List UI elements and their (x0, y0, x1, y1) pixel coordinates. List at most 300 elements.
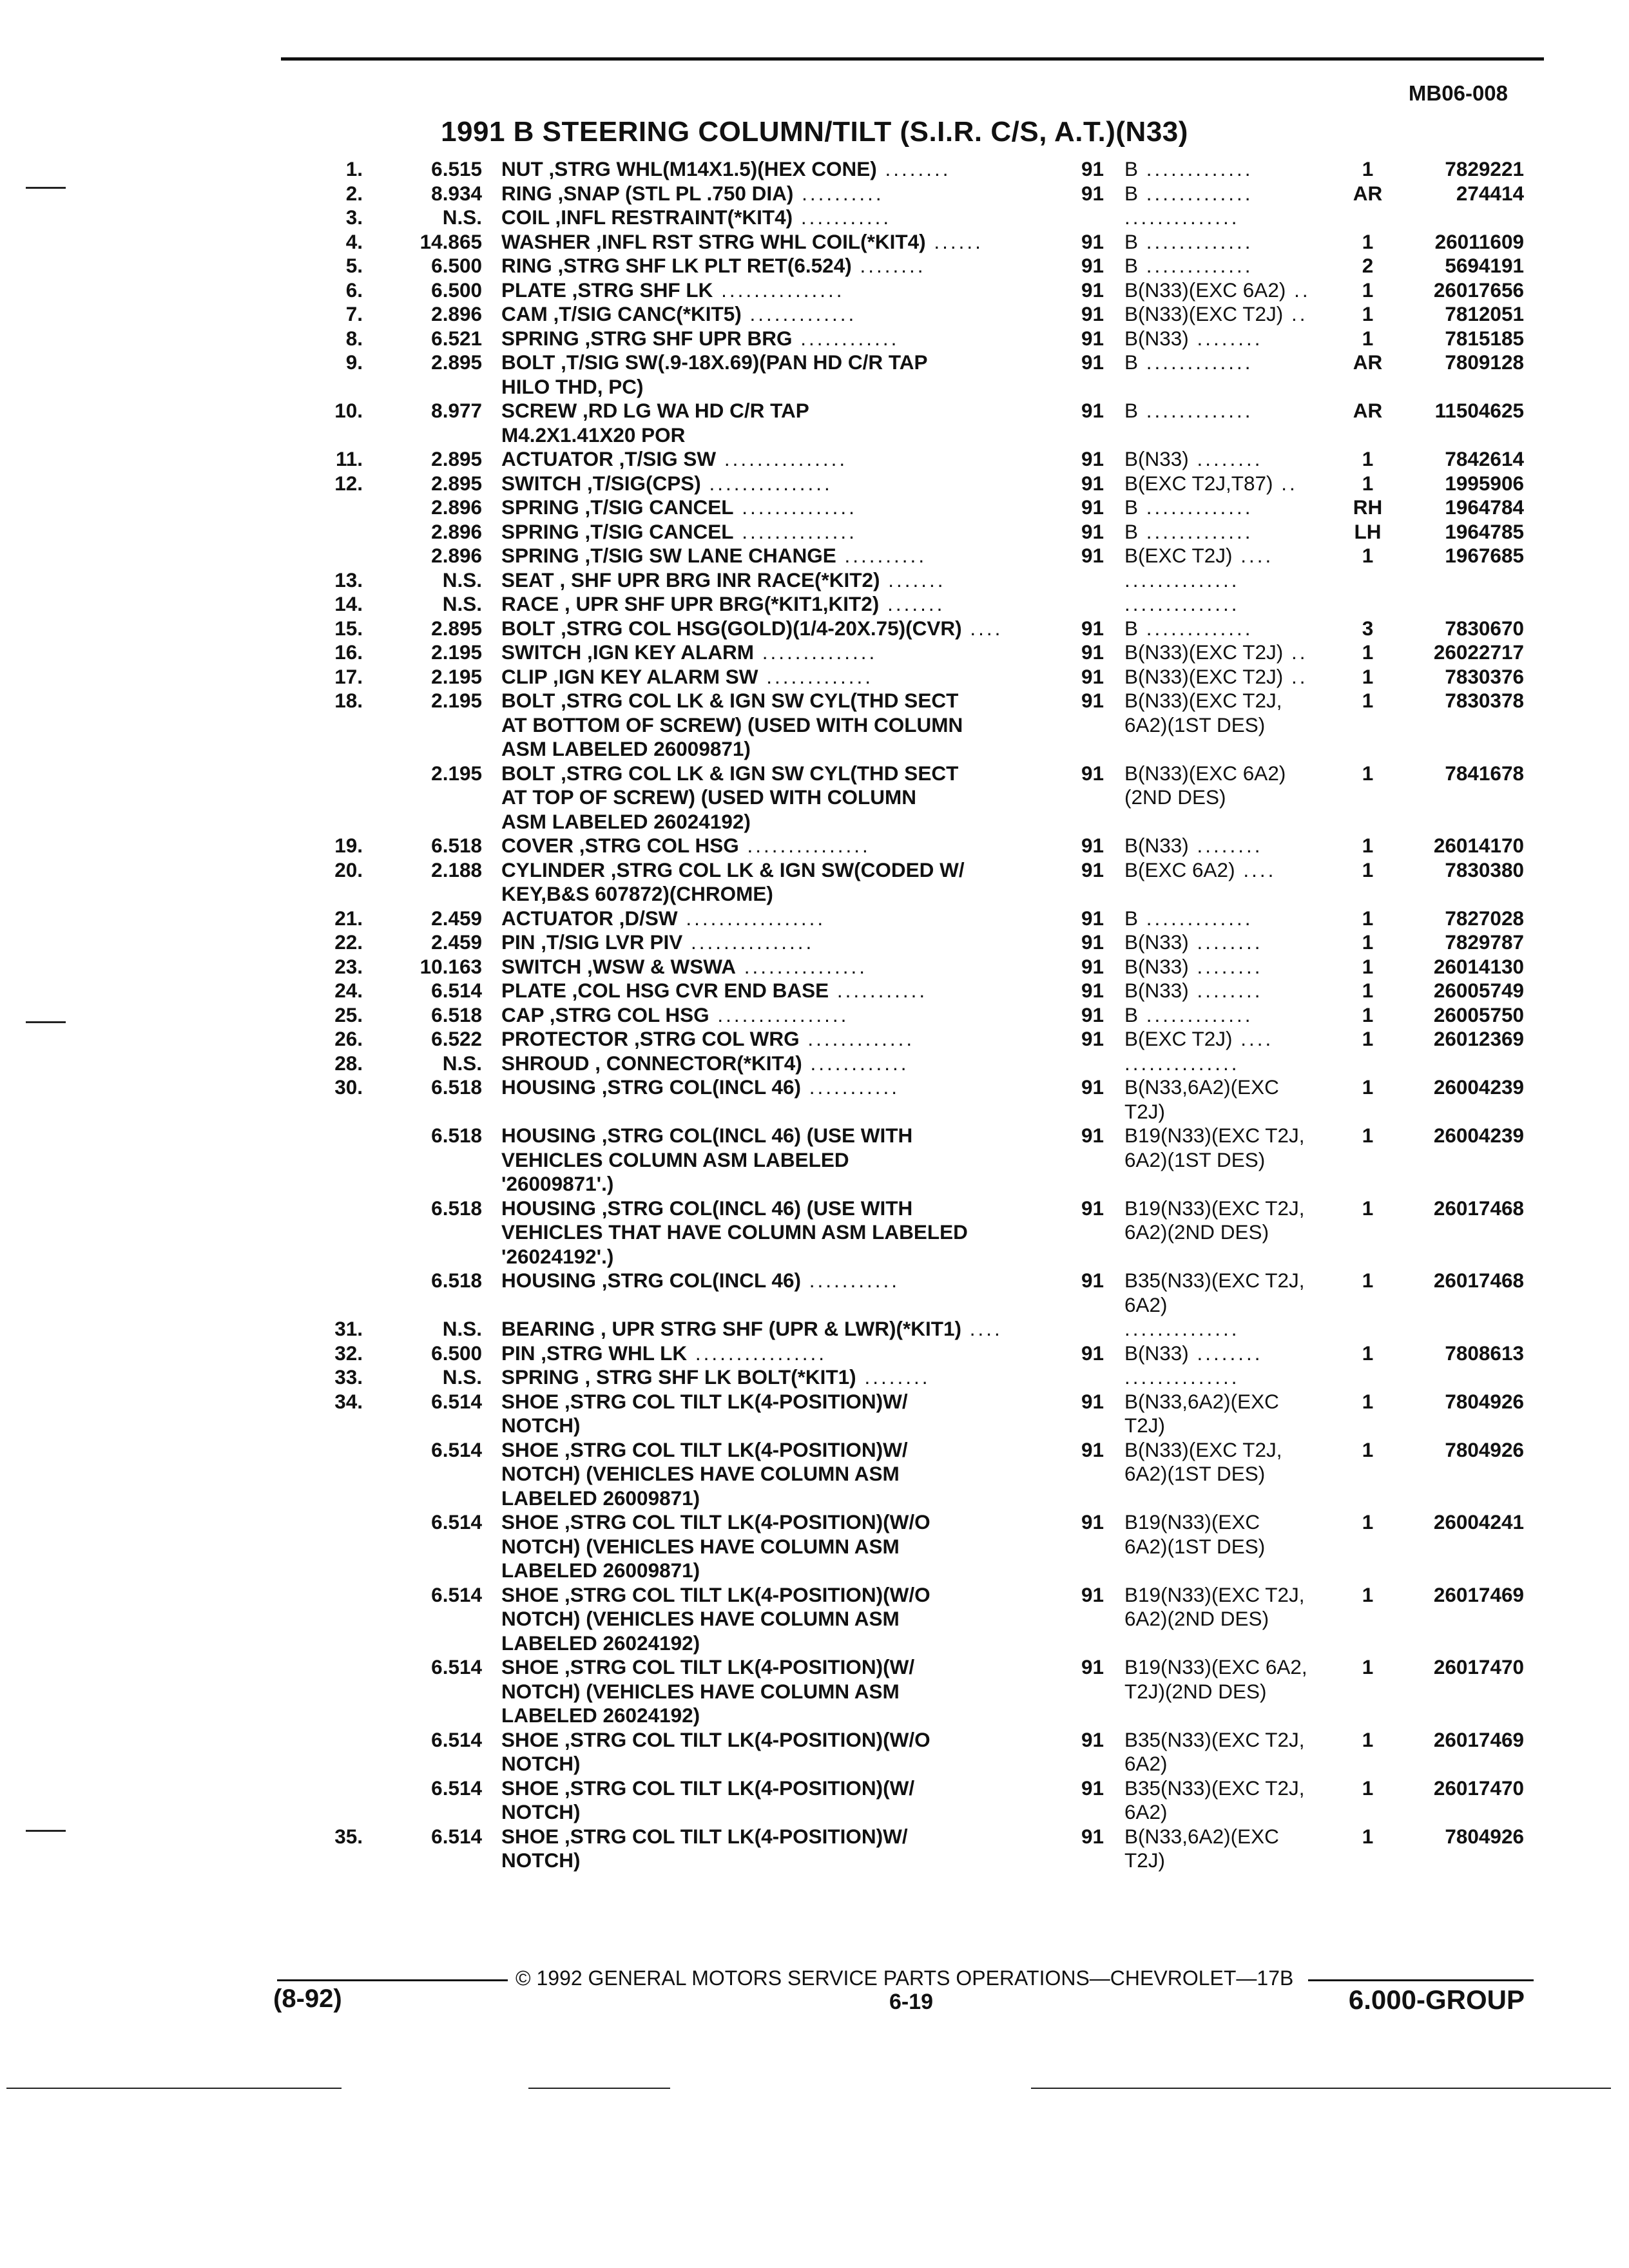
table-row (284, 182, 1547, 206)
group-number: 2.188 (431, 858, 482, 881)
model-usage (1124, 568, 1344, 593)
footer-rule-left (277, 1979, 508, 1981)
part-description-continued: HILO THD, PC) (501, 374, 644, 398)
part-number: 7829221 (1445, 157, 1524, 180)
part-modifier: ,STRG COL TILT LK(4-POSITION)(W/ (559, 1655, 915, 1678)
item-number: 14. (334, 592, 363, 615)
quantity: 1 (1362, 1027, 1374, 1050)
leader-dots: ............... (682, 930, 815, 954)
scan-edge-line (528, 2088, 670, 2089)
part-description-continued: NOTCH) (501, 1800, 581, 1823)
leader-dots: ....... (880, 568, 946, 591)
leader-dots: .. (1273, 471, 1298, 495)
model-usage (1124, 1583, 1344, 1631)
model-usage (1124, 1825, 1344, 1873)
table-row (284, 472, 1547, 496)
leader-dots: ............... (700, 471, 833, 495)
model-year: 91 (1081, 1075, 1104, 1099)
part-noun: SHOE (501, 1582, 559, 1606)
item-number: 6. (345, 278, 363, 302)
part-description (501, 592, 1049, 617)
model-year: 91 (1081, 1003, 1104, 1026)
model-year: 91 (1081, 471, 1104, 495)
part-description (501, 1341, 1049, 1366)
model-year: 91 (1081, 399, 1104, 422)
leader-dots: ........ (876, 157, 951, 180)
leader-dots: ................ (709, 1003, 849, 1026)
part-noun: HOUSING (501, 1269, 597, 1292)
part-description (501, 1825, 1049, 1873)
part-modifier: ,T/SIG SW LANE CHANGE (579, 544, 836, 567)
group-number: 6.514 (431, 1437, 482, 1461)
group-number: 2.895 (431, 447, 482, 470)
margin-mark (26, 1021, 66, 1023)
model-usage (1124, 1438, 1344, 1486)
table-row (284, 1052, 1547, 1076)
model-usage (1124, 617, 1344, 641)
part-number: 26005749 (1433, 979, 1524, 1002)
model-code: B(EXC T2J) (1124, 1027, 1233, 1050)
leader-dots: ........... (800, 1075, 900, 1099)
part-number: 7804926 (1445, 1824, 1524, 1848)
group-number: N.S. (442, 1365, 482, 1389)
table-row (284, 979, 1547, 1003)
model-year: 91 (1081, 858, 1104, 881)
model-year: 91 (1081, 689, 1104, 712)
part-modifier: ,STRG COL HSG (574, 834, 739, 857)
part-number: 26017470 (1433, 1655, 1524, 1678)
leader-dots: .. (1283, 664, 1308, 688)
page-title: 1991 B STEERING COLUMN/TILT (S.I.R. C/S, A.T.)(N33) (441, 116, 1188, 148)
part-description (501, 447, 1049, 472)
item-number: 26. (334, 1027, 363, 1050)
model-code: B19(N33)(EXC T2J, 6A2)(2ND DES) (1124, 1582, 1305, 1630)
model-year: 91 (1081, 1437, 1104, 1461)
table-row (284, 617, 1547, 641)
leader-dots: ............. (1138, 906, 1253, 930)
model-year: 91 (1081, 229, 1104, 253)
group-number: 2.895 (431, 616, 482, 640)
part-number: 26017468 (1433, 1196, 1524, 1220)
model-usage (1124, 302, 1344, 327)
part-modifier: ,D/SW (613, 906, 678, 930)
page-code: MB06-008 (1408, 81, 1508, 105)
part-description (501, 955, 1049, 979)
part-number: 7827028 (1445, 906, 1524, 930)
model-code: B (1124, 254, 1139, 277)
item-number: 10. (334, 399, 363, 422)
item-number: 20. (334, 858, 363, 881)
leader-dots: ............. (1138, 181, 1253, 205)
leader-dots: .... (961, 616, 1003, 640)
part-modifier: , UPR STRG SHF (UPR & LWR)(*KIT1) (595, 1317, 962, 1340)
model-year: 91 (1081, 1727, 1104, 1751)
table-row (284, 520, 1547, 544)
top-rule (281, 57, 1544, 61)
model-code: B (1124, 616, 1139, 640)
quantity: 1 (1362, 761, 1374, 785)
part-noun: BOLT (501, 351, 555, 374)
item-number: 2. (345, 181, 363, 205)
part-modifier: ,STRG COL TILT LK(4-POSITION)(W/O (559, 1727, 930, 1751)
group-number: 6.518 (431, 1075, 482, 1099)
table-row (284, 157, 1547, 182)
table-row (284, 1390, 1547, 1438)
part-noun: COVER (501, 834, 574, 857)
leader-dots: ........ (1188, 979, 1263, 1002)
part-noun: COIL (501, 206, 550, 229)
part-noun: SPRING (501, 1365, 579, 1389)
group-number: 6.514 (431, 1824, 482, 1848)
leader-dots: ........ (856, 1365, 930, 1389)
quantity: 1 (1362, 930, 1374, 954)
table-row (284, 1075, 1547, 1124)
item-number: 16. (334, 640, 363, 664)
item-number: 8. (345, 326, 363, 350)
model-code: B(EXC T2J,T87) (1124, 471, 1273, 495)
model-usage (1124, 157, 1344, 182)
quantity: 1 (1362, 157, 1374, 180)
parts-list (284, 157, 1547, 1873)
table-row (284, 495, 1547, 520)
model-year: 91 (1081, 1824, 1104, 1848)
part-number: 26017469 (1433, 1727, 1524, 1751)
part-description (501, 1317, 1049, 1341)
leader-dots: ............. (1138, 254, 1253, 277)
model-year: 91 (1081, 181, 1104, 205)
part-modifier: , STRG SHF LK BOLT(*KIT1) (579, 1365, 856, 1389)
leader-dots: .............. (1124, 1365, 1240, 1389)
model-usage (1124, 230, 1344, 255)
group-number: 2.896 (431, 302, 482, 325)
model-usage (1124, 834, 1344, 858)
part-number: 274414 (1456, 181, 1524, 205)
part-description (501, 1655, 1049, 1728)
part-noun: PIN (501, 1341, 535, 1365)
part-description (501, 640, 1049, 665)
part-number: 7815185 (1445, 326, 1524, 350)
part-modifier: ,STRG WHL(M14X1.5)(HEX CONE) (543, 157, 877, 180)
model-code: B19(N33)(EXC T2J, 6A2)(2ND DES) (1124, 1196, 1305, 1244)
model-usage (1124, 592, 1344, 617)
part-modifier: ,STRG WHL LK (535, 1341, 688, 1365)
table-row (284, 592, 1547, 617)
model-usage (1124, 1269, 1344, 1317)
part-number: 26017468 (1433, 1269, 1524, 1292)
leader-dots: .............. (1124, 1317, 1240, 1340)
footer-copyright: © 1992 GENERAL MOTORS SERVICE PARTS OPERATIONS—CHEVROLET—17B (516, 1966, 1294, 1990)
part-noun: ACTUATOR (501, 447, 613, 470)
part-number: 1967685 (1445, 544, 1524, 567)
margin-mark (26, 1830, 66, 1832)
group-number: 2.896 (431, 544, 482, 567)
part-number: 26022717 (1433, 640, 1524, 664)
model-code: B (1124, 157, 1139, 180)
model-year: 91 (1081, 1124, 1104, 1147)
part-description-continued: VEHICLES COLUMN ASM LABELED '26009871'.) (501, 1148, 849, 1195)
leader-dots: ........ (1188, 954, 1263, 978)
item-number: 18. (334, 689, 363, 712)
part-number: 26004241 (1433, 1510, 1524, 1533)
group-number: 8.934 (431, 181, 482, 205)
part-number: 7841678 (1445, 761, 1524, 785)
group-number: 6.518 (431, 1124, 482, 1147)
table-row (284, 1317, 1547, 1341)
part-description-continued: NOTCH) (VEHICLES HAVE COLUMN ASM LABELED 26024192) (501, 1607, 900, 1655)
group-number: N.S. (442, 592, 482, 615)
leader-dots: .............. (1124, 592, 1240, 615)
table-row (284, 907, 1547, 931)
quantity: 1 (1362, 640, 1374, 664)
part-modifier: ,SNAP (STL PL .750 DIA) (552, 181, 794, 205)
quantity: 1 (1362, 1437, 1374, 1461)
part-description (501, 1003, 1049, 1028)
group-number: 6.514 (431, 1510, 482, 1533)
model-year: 91 (1081, 761, 1104, 785)
model-code: B(N33)(EXC 6A2) (1124, 278, 1286, 302)
table-row (284, 858, 1547, 907)
part-noun: SPRING (501, 326, 579, 350)
part-number: 26017469 (1433, 1582, 1524, 1606)
model-code: B (1124, 229, 1139, 253)
model-year: 91 (1081, 1510, 1104, 1533)
leader-dots: .... (1232, 1027, 1274, 1050)
item-number: 23. (334, 954, 363, 978)
part-modifier: ,STRG SHF LK (566, 278, 713, 302)
leader-dots: ...... (925, 229, 983, 253)
table-row (284, 327, 1547, 351)
scan-edge-line (1031, 2088, 1611, 2089)
model-year: 91 (1081, 1027, 1104, 1050)
leader-dots: ............... (735, 954, 867, 978)
table-row (284, 689, 1547, 762)
group-number: N.S. (442, 568, 482, 591)
item-number: 3. (345, 206, 363, 229)
part-noun: NUT (501, 157, 543, 180)
item-number: 11. (335, 447, 363, 470)
part-description (501, 1728, 1049, 1776)
part-noun: CAM (501, 302, 548, 325)
table-row (284, 1003, 1547, 1028)
model-usage (1124, 1365, 1344, 1390)
table-row (284, 254, 1547, 278)
table-row (284, 278, 1547, 303)
item-number: 4. (345, 229, 363, 253)
part-number: 7830380 (1445, 858, 1524, 881)
model-year: 91 (1081, 954, 1104, 978)
model-year: 91 (1081, 519, 1104, 543)
quantity: 1 (1362, 1124, 1374, 1147)
group-number: 6.500 (431, 278, 482, 302)
part-description (501, 544, 1049, 568)
part-modifier: ,STRG COL TILT LK(4-POSITION)W/ (559, 1389, 908, 1413)
table-row (284, 206, 1547, 230)
table-row (284, 955, 1547, 979)
part-noun: RING (501, 254, 552, 277)
leader-dots: ................. (677, 906, 826, 930)
quantity: 1 (1362, 1389, 1374, 1413)
quantity: 1 (1362, 906, 1374, 930)
model-code: B19(N33)(EXC 6A2)(1ST DES) (1124, 1510, 1266, 1558)
leader-dots: .......... (793, 181, 884, 205)
group-number: 10.163 (419, 954, 482, 978)
model-usage (1124, 520, 1344, 544)
leader-dots: ............. (758, 664, 873, 688)
part-noun: CAP (501, 1003, 544, 1026)
model-usage (1124, 1728, 1344, 1776)
group-number: 2.896 (431, 495, 482, 519)
model-code: B(N33,6A2)(EXC T2J) (1124, 1824, 1279, 1872)
model-code: B35(N33)(EXC T2J, 6A2) (1124, 1727, 1305, 1775)
part-description-continued: M4.2X1.41X20 POR (501, 423, 686, 447)
part-description (501, 1438, 1049, 1511)
part-number: 26004239 (1433, 1124, 1524, 1147)
group-number: 2.896 (431, 519, 482, 543)
leader-dots: ............ (802, 1051, 909, 1075)
model-usage (1124, 858, 1344, 883)
part-noun: SHOE (501, 1776, 559, 1800)
part-description (501, 1583, 1049, 1656)
part-noun: BOLT (501, 689, 555, 712)
part-modifier: ,STRG COL(INCL 46) (USE WITH (596, 1196, 913, 1220)
table-row (284, 640, 1547, 665)
part-modifier: ,COL HSG CVR END BASE (566, 979, 829, 1002)
model-usage (1124, 1124, 1344, 1172)
part-noun: SHOE (501, 1824, 559, 1848)
part-number: 26014170 (1433, 834, 1524, 857)
part-modifier: ,STRG COL TILT LK(4-POSITION)(W/ (559, 1776, 915, 1800)
quantity: 1 (1362, 1510, 1374, 1533)
model-usage (1124, 1027, 1344, 1052)
model-code: B(EXC T2J) (1124, 544, 1233, 567)
model-usage (1124, 182, 1344, 206)
part-modifier: ,STRG COL LK & IGN SW CYL(THD SECT (555, 689, 959, 712)
model-year: 91 (1081, 351, 1104, 374)
model-code: B (1124, 906, 1139, 930)
part-number: 26012369 (1433, 1027, 1524, 1050)
part-number: 7829787 (1445, 930, 1524, 954)
table-row (284, 399, 1547, 447)
quantity: 1 (1362, 858, 1374, 881)
part-modifier: ,T/SIG CANCEL (579, 495, 734, 519)
model-code: B35(N33)(EXC T2J, 6A2) (1124, 1776, 1305, 1823)
part-modifier: ,STRG COL(INCL 46) (USE WITH (596, 1124, 913, 1147)
part-noun: SHOE (501, 1510, 559, 1533)
part-number: 7830670 (1445, 616, 1524, 640)
quantity: RH (1353, 495, 1383, 519)
group-number: 6.514 (431, 1389, 482, 1413)
model-year: 91 (1081, 544, 1104, 567)
part-number: 7804926 (1445, 1389, 1524, 1413)
group-number: 8.977 (431, 399, 482, 422)
part-number: 7808613 (1445, 1341, 1524, 1365)
part-number: 11504625 (1434, 399, 1524, 422)
table-row (284, 1365, 1547, 1390)
leader-dots: .............. (1124, 568, 1240, 591)
leader-dots: ............. (1138, 351, 1253, 374)
quantity: 1 (1362, 1727, 1374, 1751)
part-number: 7830376 (1445, 664, 1524, 688)
item-number: 34. (334, 1389, 363, 1413)
part-modifier: ,STRG COL(INCL 46) (596, 1269, 801, 1292)
part-description (501, 689, 1049, 762)
part-description (501, 1196, 1049, 1269)
part-noun: SHOE (501, 1727, 559, 1751)
part-noun: SWITCH (501, 954, 582, 978)
quantity: LH (1354, 519, 1382, 543)
table-row (284, 1655, 1547, 1728)
part-modifier: ,STRG COL HSG (543, 1003, 709, 1026)
model-code: B(N33) (1124, 447, 1189, 470)
model-usage (1124, 1776, 1344, 1825)
model-usage (1124, 1196, 1344, 1245)
item-number: 32. (334, 1341, 363, 1365)
leader-dots: ........ (1188, 930, 1263, 954)
leader-dots: ............ (792, 326, 900, 350)
model-usage (1124, 930, 1344, 955)
group-number: 6.500 (431, 254, 482, 277)
group-number: 2.195 (431, 640, 482, 664)
scan-edge-line (6, 2088, 342, 2089)
model-usage (1124, 762, 1344, 810)
model-code: B(N33)(EXC 6A2) (2ND DES) (1124, 761, 1286, 809)
part-modifier: ,STRG SHF LK PLT RET(6.524) (552, 254, 852, 277)
table-row (284, 1776, 1547, 1825)
part-description-continued: AT TOP OF SCREW) (USED WITH COLUMN ASM LABELED 26024192) (501, 785, 916, 833)
part-modifier: ,STRG COL TILT LK(4-POSITION)W/ (559, 1824, 908, 1848)
group-number: 2.195 (431, 689, 482, 712)
part-modifier: ,RD LG WA HD C/R TAP (577, 399, 809, 422)
leader-dots: ............... (716, 447, 848, 470)
leader-dots: .... (961, 1317, 1003, 1340)
part-description (501, 1075, 1049, 1100)
part-description-continued: NOTCH) (501, 1849, 581, 1872)
part-modifier: ,INFL RESTRAINT(*KIT4) (549, 206, 793, 229)
leader-dots: .............. (733, 519, 857, 543)
quantity: 1 (1362, 1196, 1374, 1220)
table-row (284, 1438, 1547, 1511)
quantity: 1 (1362, 834, 1374, 857)
item-number: 35. (334, 1824, 363, 1848)
model-year: 91 (1081, 979, 1104, 1002)
quantity: 1 (1362, 544, 1374, 567)
table-row (284, 351, 1547, 399)
model-usage (1124, 907, 1344, 931)
part-number: 7804926 (1445, 1437, 1524, 1461)
part-description-continued: KEY,B&S 607872)(CHROME) (501, 882, 773, 905)
part-noun: SHOE (501, 1437, 559, 1461)
model-code: B19(N33)(EXC T2J, 6A2)(1ST DES) (1124, 1124, 1305, 1171)
part-noun: SCREW (501, 399, 577, 422)
model-year: 91 (1081, 495, 1104, 519)
model-code: B(N33)(EXC T2J) (1124, 302, 1284, 325)
part-noun: BEARING (501, 1317, 595, 1340)
model-year: 91 (1081, 616, 1104, 640)
part-modifier: ,WSW & WSWA (581, 954, 736, 978)
model-usage (1124, 278, 1344, 303)
quantity: AR (1353, 351, 1383, 374)
leader-dots: ............. (1138, 616, 1253, 640)
model-code: B (1124, 351, 1139, 374)
leader-dots: ........... (800, 1269, 900, 1292)
model-code: B(N33,6A2)(EXC T2J) (1124, 1389, 1279, 1437)
part-description (501, 157, 1049, 182)
model-code: B(N33)(EXC T2J) (1124, 640, 1284, 664)
part-modifier: ,STRG COL LK & IGN SW CYL(THD SECT (555, 761, 959, 785)
footer-rule-right (1308, 1979, 1534, 1981)
model-usage (1124, 399, 1344, 423)
part-noun: BOLT (501, 761, 555, 785)
